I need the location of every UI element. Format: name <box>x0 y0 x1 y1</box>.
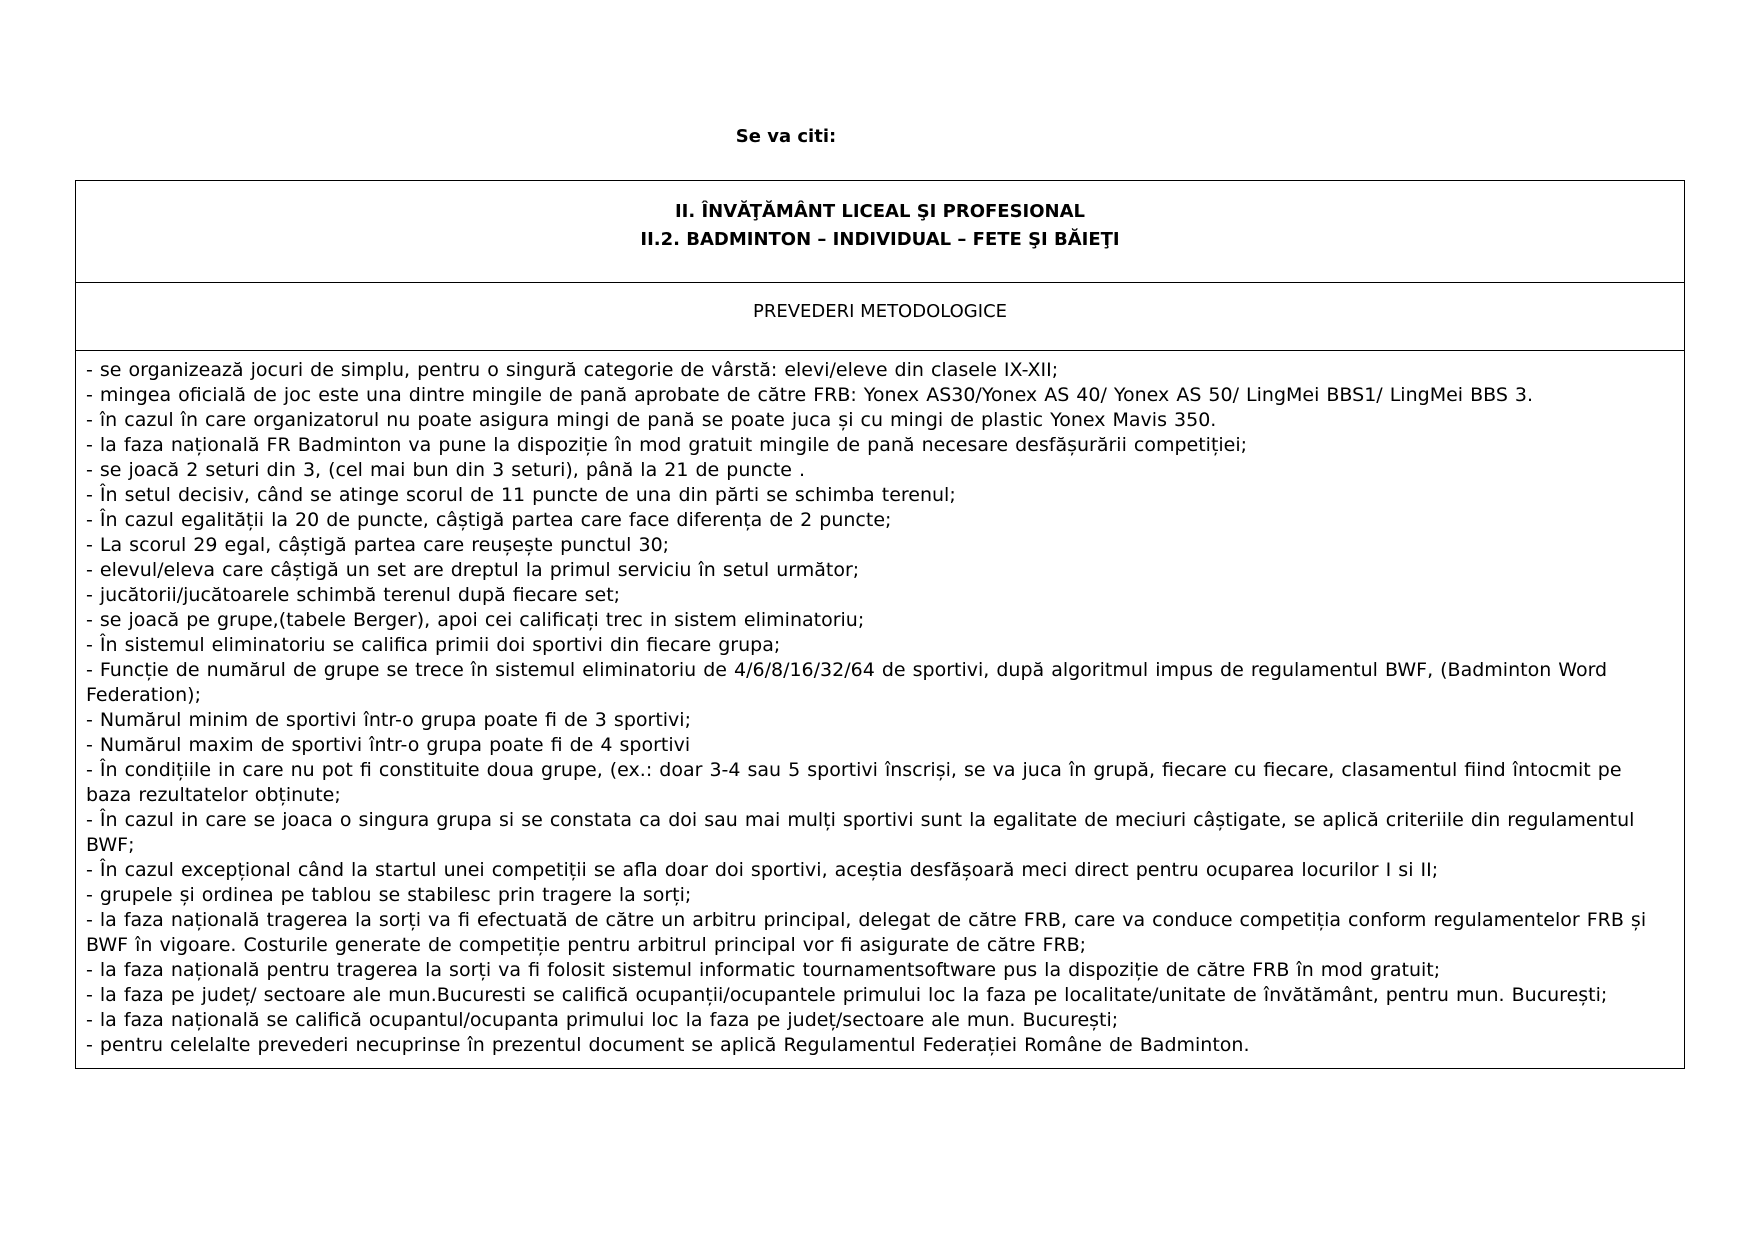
provision-item: - la faza națională tragerea la sorți va fi efectuată de către un arbitru principal, delegat de către FRB, care va conduce competiția conform regulamentelor FRB și BWF în vigoare. Costurile generate de competiție pentru arbitrul principal vor fi asigurate de către FRB; <box>86 909 1647 956</box>
intro-text: Se va citi: <box>735 126 837 147</box>
provision-item: - se joacă 2 seturi din 3, (cel mai bun din 3 seturi), până la 21 de puncte . <box>86 459 806 481</box>
provision-item: - În cazul in care se joaca o singura grupa si se constata ca doi sau mai mulți sportivi sunt la egalitate de meciuri câștigate, se aplică criteriile din regulamentul BWF; <box>86 809 1635 856</box>
provision-item: - jucătorii/jucătoarele schimbă terenul după fiecare set; <box>86 584 621 606</box>
provision-item: - Funcție de numărul de grupe se trece în sistemul eliminatoriu de 4/6/8/16/32/64 de sportivi, după algoritmul impus de regulamentul BWF, (Badminton Word Federation); <box>86 659 1608 706</box>
provision-item: - la faza pe județ/ sectoare ale mun.Bucuresti se califică ocupanții/ocupantele primului loc la faza pe localitate/unitate de învătământ, pentru mun. București; <box>86 984 1608 1006</box>
provision-item: - la faza națională se califică ocupantul/ocupanta primului loc la faza pe județ/sectoare ale mun. București; <box>86 1009 1119 1031</box>
table-title-row <box>76 181 1684 283</box>
provision-item: - se organizează jocuri de simplu, pentru o singură categorie de vârstă: elevi/eleve din clasele IX-XII; <box>86 359 1059 381</box>
provision-item: - în cazul în care organizatorul nu poate asigura mingi de pană se poate juca și cu mingi de plastic Yonex Mavis 350. <box>86 409 1217 431</box>
provisions-list <box>76 351 1684 1068</box>
provision-item: - În setul decisiv, când se atinge scorul de 11 puncte de una din părti se schimba terenul; <box>86 484 956 506</box>
section-heading: PREVEDERI METODOLOGICE <box>76 283 1684 351</box>
provision-item: - mingea oficială de joc este una dintre mingile de pană aprobate de către FRB: Yonex AS30/Yonex AS 40/ Yonex AS 50/ LingMei BBS1/ LingMei BBS 3. <box>86 384 1534 406</box>
provision-item: - la faza națională FR Badminton va pune la dispoziție în mod gratuit mingile de pană necesare desfășurării competiției; <box>86 434 1248 456</box>
title-line-1: II. ÎNVĂŢĂMÂNT LICEAL ŞI PROFESIONAL <box>674 201 1086 222</box>
provision-item: - În cazul egalității la 20 de puncte, câștigă partea care face diferența de 2 puncte; <box>86 509 892 531</box>
provision-item: - pentru celelalte prevederi necuprinse în prezentul document se aplică Regulamentul Federației Române de Badminton. <box>86 1034 1250 1056</box>
provision-item: - elevul/eleva care câștigă un set are dreptul la primul serviciu în setul următor; <box>86 559 860 581</box>
provision-item: - se joacă pe grupe,(tabele Berger), apoi cei calificați trec in sistem eliminatoriu; <box>86 609 865 631</box>
provision-item: - Numărul minim de sportivi într-o grupa poate fi de 3 sportivi; <box>86 709 691 731</box>
provision-item: - grupele și ordinea pe tablou se stabilesc prin tragere la sorți; <box>86 884 692 906</box>
provision-item: - În sistemul eliminatoriu se califica primii doi sportivi din fiecare grupa; <box>86 634 781 656</box>
provision-item: - La scorul 29 egal, câștigă partea care reușește punctul 30; <box>86 534 670 556</box>
provision-item: - Numărul maxim de sportivi într-o grupa poate fi de 4 sportivi <box>86 734 691 756</box>
title-line-2: II.2. BADMINTON – INDIVIDUAL – FETE ŞI BĂIEŢI <box>640 229 1120 250</box>
provision-item: - În condițiile in care nu pot fi constituite doua grupe, (ex.: doar 3-4 sau 5 sportivi înscriși, se va juca în grupă, fiecare cu fiecare, clasamentul fiind întocmit pe baza rezultatelor obținute; <box>86 759 1622 806</box>
regulation-table <box>75 180 1685 1069</box>
provision-item: - la faza națională pentru tragerea la sorți va fi folosit sistemul informatic tournamentsoftware pus la dispoziție de către FRB în mod gratuit; <box>86 959 1441 981</box>
provision-item: - În cazul excepțional când la startul unei competiții se afla doar doi sportivi, aceștia desfășoară meci direct pentru ocuparea locurilor I si II; <box>86 859 1439 881</box>
